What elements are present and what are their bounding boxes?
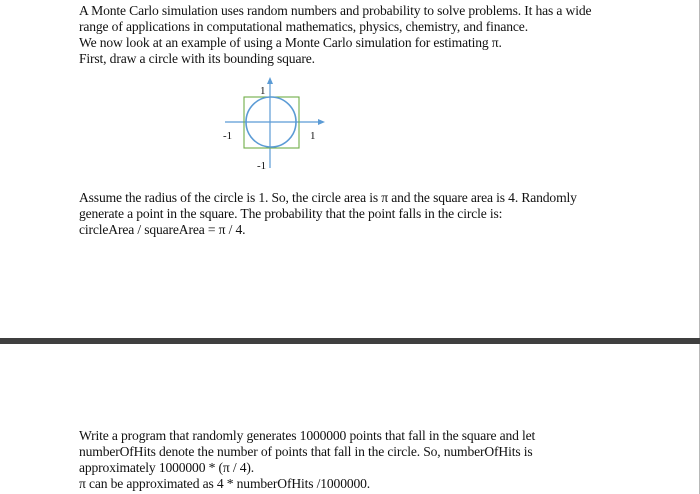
left-axis-label: -1 [223, 130, 233, 142]
paragraph-1-line-1: A Monte Carlo simulation uses random numbers and probability to solve problems. It has a wide [79, 3, 592, 18]
y-axis-arrow-icon [267, 77, 273, 84]
bottom-axis-label: -1 [257, 160, 267, 172]
paragraph-2-line-2: generate a point in the square. The probability that the point falls in the circle is: [79, 206, 503, 221]
paragraph-2-line-3: circleArea / squareArea = π / 4. [79, 222, 246, 237]
page-2-line-1: Write a program that randomly generates 1000000 points that fall in the square and let [79, 428, 536, 443]
paragraph-1-line-4: First, draw a circle with its bounding square. [79, 51, 315, 66]
page-2-line-4: π can be approximated as 4 * numberOfHits /1000000. [79, 476, 371, 491]
top-axis-label: 1 [260, 85, 266, 97]
document-page-2 [0, 344, 700, 494]
right-axis-label: 1 [310, 130, 316, 142]
paragraph-2-line-1: Assume the radius of the circle is 1. So, the circle area is π and the square area is 4. Randomly [79, 190, 577, 205]
paragraph-1-line-2: range of applications in computational mathematics, physics, chemistry, and finance. [79, 19, 528, 34]
page-2-line-3: approximately 1000000 * (π / 4). [79, 460, 254, 475]
paragraph-1-line-3: We now look at an example of using a Monte Carlo simulation for estimating π. [79, 35, 502, 50]
page-2-line-2: numberOfHits denote the number of points that fall in the circle. So, numberOfHits is [79, 444, 533, 459]
x-axis-arrow-icon [318, 119, 325, 125]
circle-with-bounding-square-figure [215, 76, 335, 176]
